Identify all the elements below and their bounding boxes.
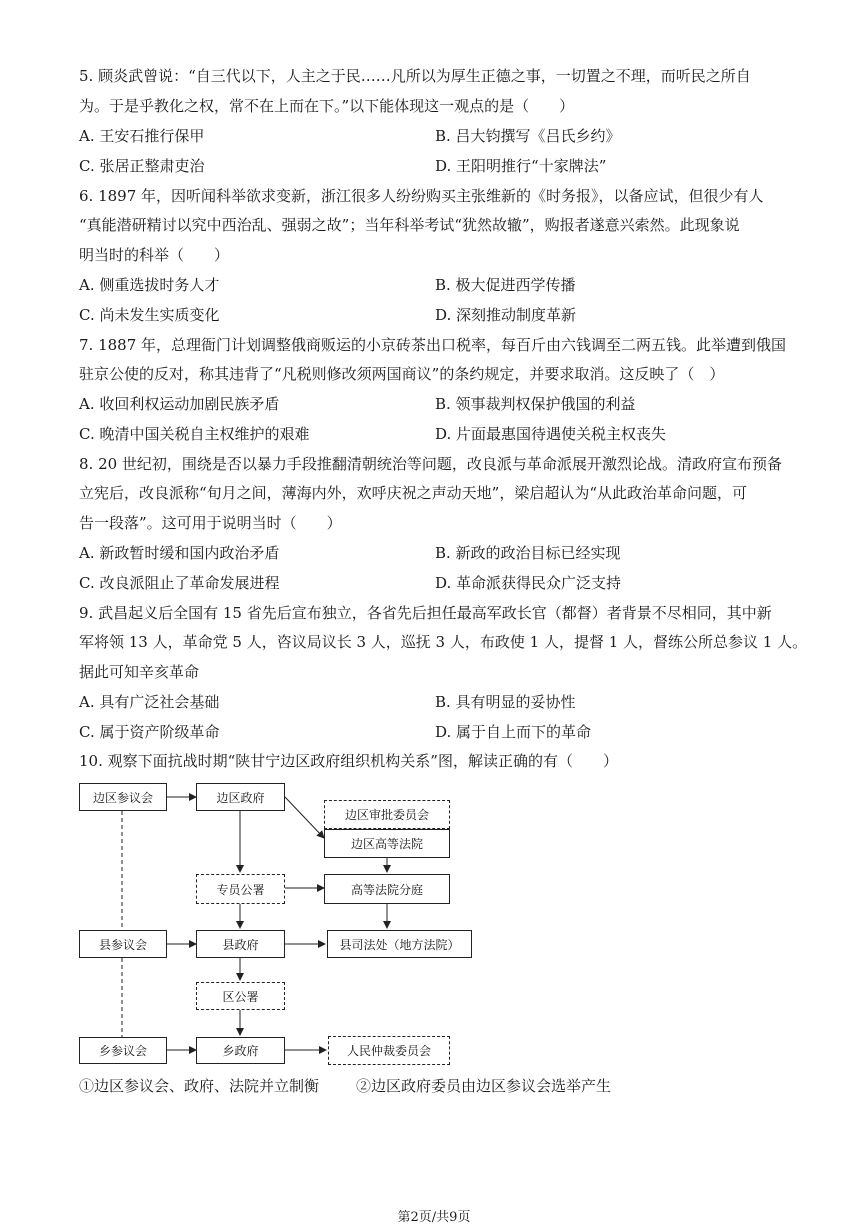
q8-option-d: D. 革命派获得民众广泛支持: [435, 574, 622, 592]
q5-stem-line-2: 为。于是乎教化之权，常不在上而在下。”以下能体现这一观点的是（ ）: [79, 97, 575, 115]
q8-option-c: C. 改良派阻止了革命发展进程: [79, 574, 280, 592]
q7-option-a: A. 收回利权运动加剧民族矛盾: [79, 395, 280, 413]
q6-option-d: D. 深刻推动制度革新: [435, 306, 577, 324]
box-border-high-court: 边区高等法院: [324, 829, 450, 858]
q9-stem-line-2: 军将领 13 人，革命党 5 人，咨议局议长 3 人，巡抚 3 人，布政使 1 人，提督 1 人，督练公所总参议 1 人。: [79, 633, 808, 651]
q7-stem-line-2: 驻京公使的反对，称其违背了“凡税则修改须两国商议”的条约规定，并要求取消。这反映了（ ）: [79, 365, 725, 383]
q10-stem-line-1: 10. 观察下面抗战时期“陕甘宁边区政府组织机构关系”图，解读正确的有（ ）: [79, 752, 618, 770]
q9-stem-line-3: 据此可知辛亥革命: [79, 663, 200, 681]
box-township-council: 乡参议会: [79, 1037, 167, 1064]
q8-stem-line-1: 8. 20 世纪初，围绕是否以暴力手段推翻清朝统治等问题，改良派与革命派展开激烈论战。清政府宣布预备: [79, 455, 782, 473]
q5-option-d: D. 王阳明推行“十家牌法”: [435, 157, 607, 175]
q7-option-c: C. 晚清中国关税自主权维护的艰难: [79, 425, 310, 443]
q8-option-b: B. 新政的政治目标已经实现: [435, 544, 621, 562]
q7-stem-line-1: 7. 1887 年，总理衙门计划调整俄商贩运的小京砖茶出口税率，每百斤由六钱调至二两五钱。此举遭到俄国: [79, 336, 787, 354]
box-border-council: 边区参议会: [79, 783, 167, 811]
box-high-court-branch: 高等法院分庭: [324, 874, 450, 904]
q9-option-a: A. 具有广泛社会基础: [79, 693, 220, 711]
q7-option-d: D. 片面最惠国待遇使关税主权丧失: [435, 425, 667, 443]
q8-stem-line-3: 告一段落”。这可用于说明当时（ ）: [79, 514, 342, 532]
q6-option-c: C. 尚未发生实质变化: [79, 306, 220, 324]
q7-option-b: B. 领事裁判权保护俄国的利益: [435, 395, 636, 413]
q9-option-c: C. 属于资产阶级革命: [79, 723, 220, 741]
box-township-government: 乡政府: [196, 1037, 285, 1064]
box-district-office: 区公署: [196, 982, 285, 1010]
q9-option-b: B. 具有明显的妥协性: [435, 693, 576, 711]
box-people-arbitration-committee: 人民仲裁委员会: [328, 1036, 450, 1065]
q6-option-b: B. 极大促进西学传播: [435, 276, 576, 294]
q5-option-a: A. 王安石推行保甲: [79, 127, 205, 145]
q5-option-b: B. 吕大钧撰写《吕氏乡约》: [435, 127, 621, 145]
q8-stem-line-2: 立宪后，改良派称“旬月之间，薄海内外，欢呼庆祝之声动天地”，梁启超认为“从此政治革命问题，可: [79, 484, 748, 502]
q6-stem-line-3: 明当时的科举（ ）: [79, 246, 230, 264]
q10-statement-2: ②边区政府委员由边区参议会选举产生: [356, 1077, 612, 1095]
box-border-government: 边区政府: [196, 783, 285, 811]
box-county-judicial-office: 县司法处（地方法院）: [327, 930, 472, 958]
q9-stem-line-1: 9. 武昌起义后全国有 15 省先后宣布独立，各省先后担任最高军政长官（都督）者背景不尽相同，其中新: [79, 604, 772, 622]
q5-option-c: C. 张居正整肃吏治: [79, 157, 205, 175]
box-commissioner-office: 专员公署: [196, 874, 285, 904]
q9-option-d: D. 属于自上而下的革命: [435, 723, 592, 741]
box-county-council: 县参议会: [79, 930, 167, 958]
q8-option-a: A. 新政暂时缓和国内政治矛盾: [79, 544, 280, 562]
q5-stem-line-1: 5. 顾炎武曾说：“自三代以下，人主之于民……凡所以为厚生正德之事，一切置之不理，而听民之所自: [79, 67, 751, 85]
q10-statement-1: ①边区参议会、政府、法院并立制衡: [79, 1077, 320, 1095]
box-border-review-committee: 边区审批委员会: [324, 800, 450, 829]
q6-stem-line-2: “真能潜研精讨以究中西治乱、强弱之故”；当年科举考试“犹然故辙”，购报者遂意兴索然。此现象说: [79, 216, 740, 234]
q6-stem-line-1: 6. 1897 年，因听闻科举欲求变新，浙江很多人纷纷购买主张维新的《时务报》，以备应试，但很少有人: [79, 187, 764, 205]
box-county-government: 县政府: [196, 930, 285, 958]
q6-option-a: A. 侧重选拔时务人才: [79, 276, 220, 294]
page-number: 第2页/共9页: [397, 1210, 471, 1225]
